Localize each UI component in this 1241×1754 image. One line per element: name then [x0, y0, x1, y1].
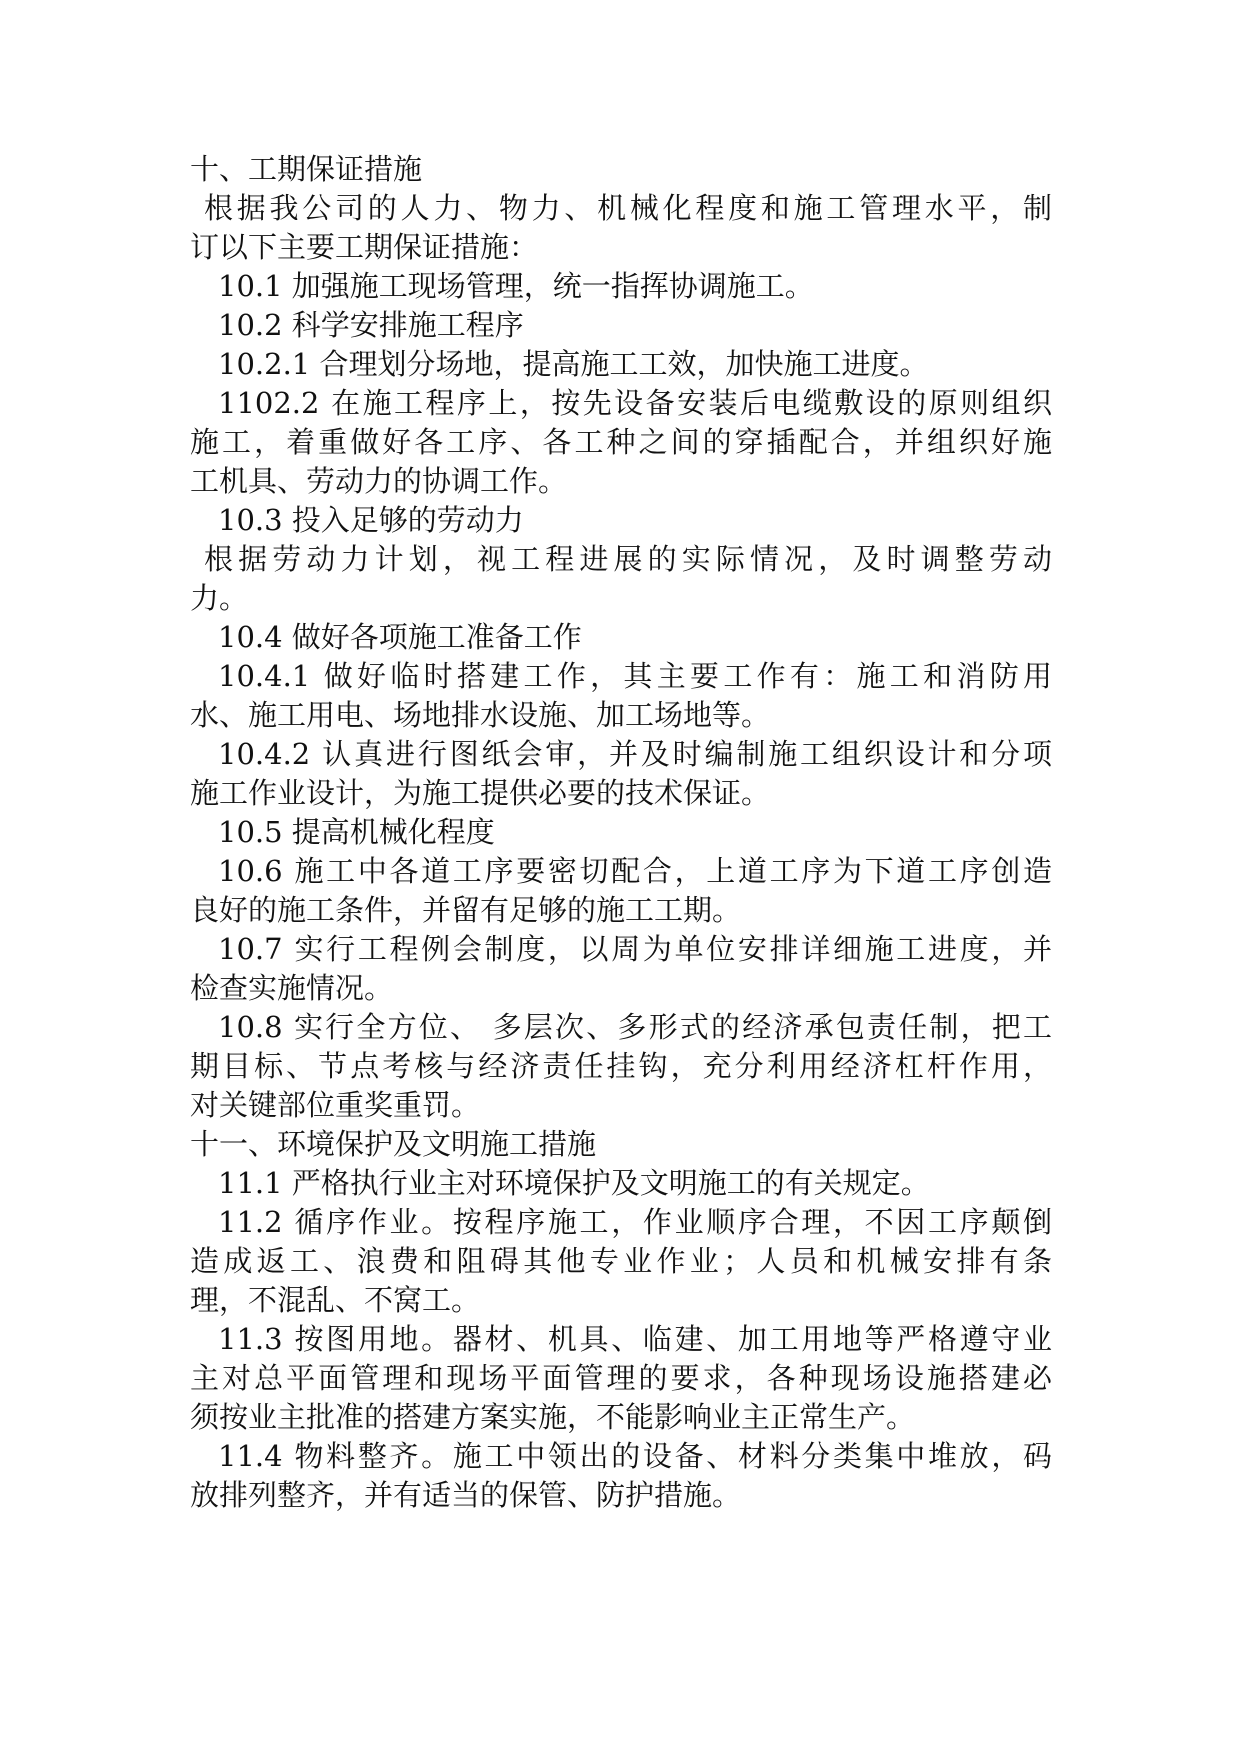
text-line: 10.8 实行全方位、 多层次、多形式的经济承包责任制，把工: [218, 1010, 1052, 1044]
text-line: 检查实施情况。: [190, 971, 394, 1005]
text-line: 10.1 加强施工现场管理，统一指挥协调施工。: [218, 269, 814, 303]
text-line: 10.4.2 认真进行图纸会审，并及时编制施工组织设计和分项: [218, 737, 1052, 771]
text-line: 11.1 严格执行业主对环境保护及文明施工的有关规定。: [218, 1166, 930, 1200]
text-line: 11.4 物料整齐。施工中领出的设备、材料分类集中堆放，码: [218, 1439, 1052, 1473]
text-line: 根据我公司的人力、物力、机械化程度和施工管理水平，制: [204, 191, 1052, 225]
text-line: 1102.2 在施工程序上，按先设备安装后电缆敷设的原则组织: [218, 386, 1052, 420]
text-line: 放排列整齐，并有适当的保管、防护措施。: [190, 1478, 742, 1512]
text-line: 力。: [190, 581, 249, 615]
text-line: 十一、环境保护及文明施工措施: [190, 1127, 597, 1161]
text-line: 理，不混乱、不窝工。: [190, 1283, 481, 1317]
text-line: 10.2 科学安排施工程序: [218, 308, 524, 342]
text-line: 11.2 循序作业。按程序施工，作业顺序合理，不因工序颠倒: [218, 1205, 1052, 1239]
text-line: 10.4.1 做好临时搭建工作，其主要工作有：施工和消防用: [218, 659, 1052, 693]
text-line: 订以下主要工期保证措施：: [190, 230, 539, 264]
text-line: 工机具、劳动力的协调工作。: [190, 464, 568, 498]
text-line: 须按业主批准的搭建方案实施，不能影响业主正常生产。: [190, 1400, 916, 1434]
text-line: 11.3 按图用地。器材、机具、临建、加工用地等严格遵守业: [218, 1322, 1052, 1356]
text-line: 施工，着重做好各工序、各工种之间的穿插配合，并组织好施: [190, 425, 1052, 459]
text-line: 10.7 实行工程例会制度，以周为单位安排详细施工进度，并: [218, 932, 1052, 966]
text-line: 10.6 施工中各道工序要密切配合，上道工序为下道工序创造: [218, 854, 1052, 888]
text-line: 十、工期保证措施: [190, 152, 423, 186]
text-line: 10.5 提高机械化程度: [218, 815, 495, 849]
text-line: 造成返工、浪费和阻碍其他专业作业；人员和机械安排有条: [190, 1244, 1052, 1278]
text-line: 良好的施工条件，并留有足够的施工工期。: [190, 893, 742, 927]
text-line: 根据劳动力计划，视工程进展的实际情况，及时调整劳动: [204, 542, 1052, 576]
text-line: 10.3 投入足够的劳动力: [218, 503, 524, 537]
text-line: 施工作业设计，为施工提供必要的技术保证。: [190, 776, 771, 810]
text-line: 期目标、节点考核与经济责任挂钩，充分利用经济杠杆作用，: [190, 1049, 1052, 1083]
text-line: 对关键部位重奖重罚。: [190, 1088, 481, 1122]
text-line: 10.2.1 合理划分场地，提高施工工效，加快施工进度。: [218, 347, 929, 381]
text-line: 主对总平面管理和现场平面管理的要求，各种现场设施搭建必: [190, 1361, 1052, 1395]
text-line: 10.4 做好各项施工准备工作: [218, 620, 582, 654]
text-line: 水、施工用电、场地排水设施、加工场地等。: [190, 698, 771, 732]
document-body: [190, 150, 1052, 1515]
